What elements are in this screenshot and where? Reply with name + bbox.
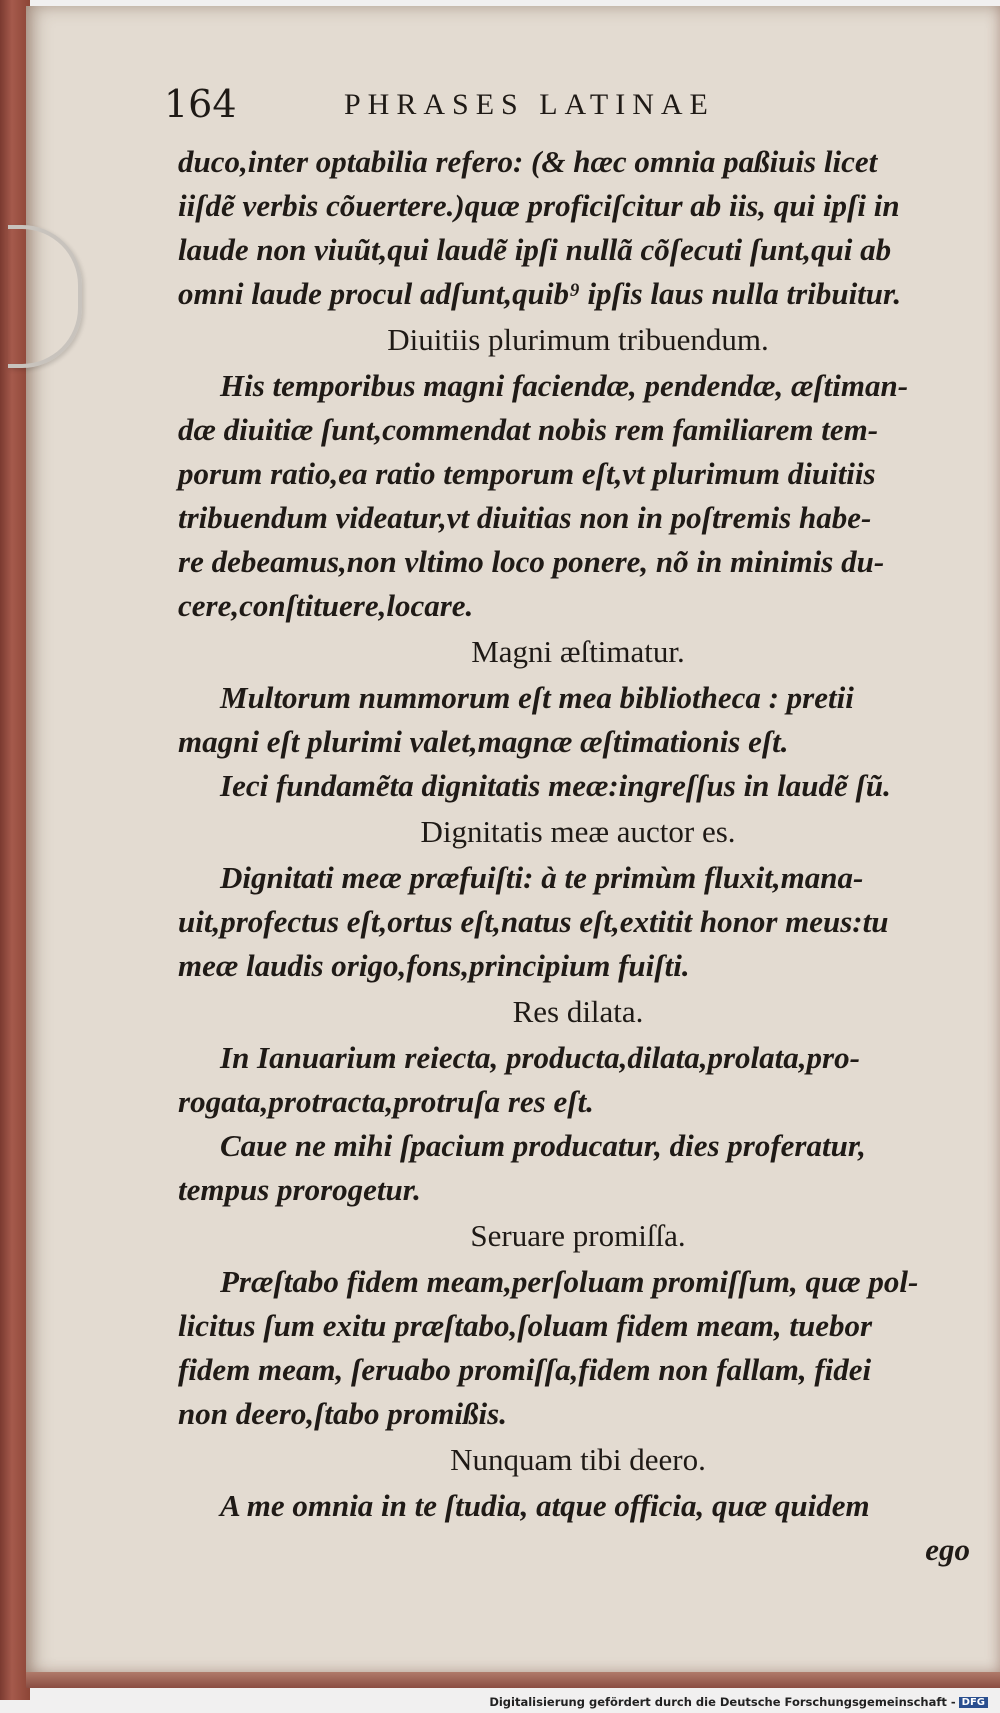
- text-line: Ieci fundamẽta dignitatis meæ:ingreſſus in laudẽ ſũ.: [220, 768, 891, 803]
- text-line: Multorum nummorum eſt mea bibliotheca : pretii: [220, 680, 854, 715]
- text-line: fidem meam, ſeruabo promiſſa,fidem non fallam, fidei: [178, 1352, 872, 1387]
- text-line: A me omnia in te ſtudia, atque officia, quæ quidem: [220, 1488, 870, 1523]
- text-line: Caue ne mihi ſpacium producatur, dies proferatur,: [220, 1128, 866, 1163]
- text-line: non deero,ſtabo promißis.: [178, 1396, 507, 1431]
- text-line: magni eſt plurimi valet,magnæ æſtimationis eſt.: [178, 724, 789, 759]
- section-heading: Res dilata.: [512, 994, 644, 1029]
- digitization-credit: [489, 1695, 988, 1709]
- intro-paragraph: [178, 140, 978, 316]
- page-text: [164, 82, 978, 1572]
- section-heading: Dignitatis meæ auctor es.: [420, 814, 736, 849]
- section-res-dilata: [178, 988, 978, 1212]
- section-heading: Diuitiis plurimum tribuendum.: [387, 322, 769, 357]
- text-line: omni laude procul adſunt,quib⁹ ipſis laus nulla tribuitur.: [178, 276, 902, 311]
- text-line: His temporibus magni faciendæ, pendendæ, æſtiman-: [220, 368, 909, 403]
- text-line: tribuendum videatur,vt diuitias non in poſtremis habe-: [178, 500, 872, 535]
- text-line: uit,profectus eſt,ortus eſt,natus eſt,extitit honor meus:tu: [178, 904, 889, 939]
- text-line: duco,inter optabilia refero: (& hæc omnia paßiuis licet: [178, 144, 878, 179]
- running-head: [164, 82, 978, 140]
- credit-text: Digitalisierung gefördert durch die Deutsche Forschungsgemeinschaft -: [489, 1695, 956, 1709]
- catchword: ego: [925, 1532, 970, 1567]
- text-line: meæ laudis origo,fons,principium fuiſti.: [178, 948, 690, 983]
- text-line: cere,conſtituere,locare.: [178, 588, 474, 623]
- text-line: porum ratio,ea ratio temporum eſt,vt plurimum diuitiis: [178, 456, 876, 491]
- section-dignitatis: [178, 808, 978, 988]
- section-heading: Nunquam tibi deero.: [450, 1442, 706, 1477]
- text-line: iiſdẽ verbis cõuertere.)quæ proficiſcitur ab iis, qui ipſi in: [178, 188, 900, 223]
- section-seruare: [178, 1212, 978, 1436]
- section-nunquam: [178, 1436, 978, 1528]
- section-diuitiis: [178, 316, 978, 628]
- section-heading: Seruare promiſſa.: [470, 1218, 686, 1253]
- text-line: re debeamus,non vltimo loco ponere, nõ in minimis du-: [178, 544, 885, 579]
- text-line: In Ianuarium reiecta, producta,dilata,prolata,pro-: [220, 1040, 860, 1075]
- text-line: dæ diuitiæ ſunt,commendat nobis rem familiarem tem-: [178, 412, 879, 447]
- page-number: 164: [164, 82, 237, 126]
- section-magni: [178, 628, 978, 808]
- section-heading: Magni æſtimatur.: [471, 634, 685, 669]
- dfg-logo: DFG: [959, 1697, 988, 1708]
- running-head-title: PHRASES LATINAE: [344, 88, 715, 121]
- page-bottom-edge: [26, 1672, 1000, 1688]
- text-line: Dignitati meæ præfuiſti: à te primùm fluxit,mana-: [220, 860, 864, 895]
- text-line: laude non viuũt,qui laudẽ ipſi nullã cõſecuti ſunt,qui ab: [178, 232, 892, 267]
- text-line: Præſtabo fidem meam,perſoluam promiſſum, quæ pol-: [220, 1264, 919, 1299]
- text-line: rogata,protracta,protruſa res eſt.: [178, 1084, 594, 1119]
- text-line: tempus prorogetur.: [178, 1172, 421, 1207]
- text-line: licitus ſum exitu præſtabo,ſoluam fidem meam, tuebor: [178, 1308, 873, 1343]
